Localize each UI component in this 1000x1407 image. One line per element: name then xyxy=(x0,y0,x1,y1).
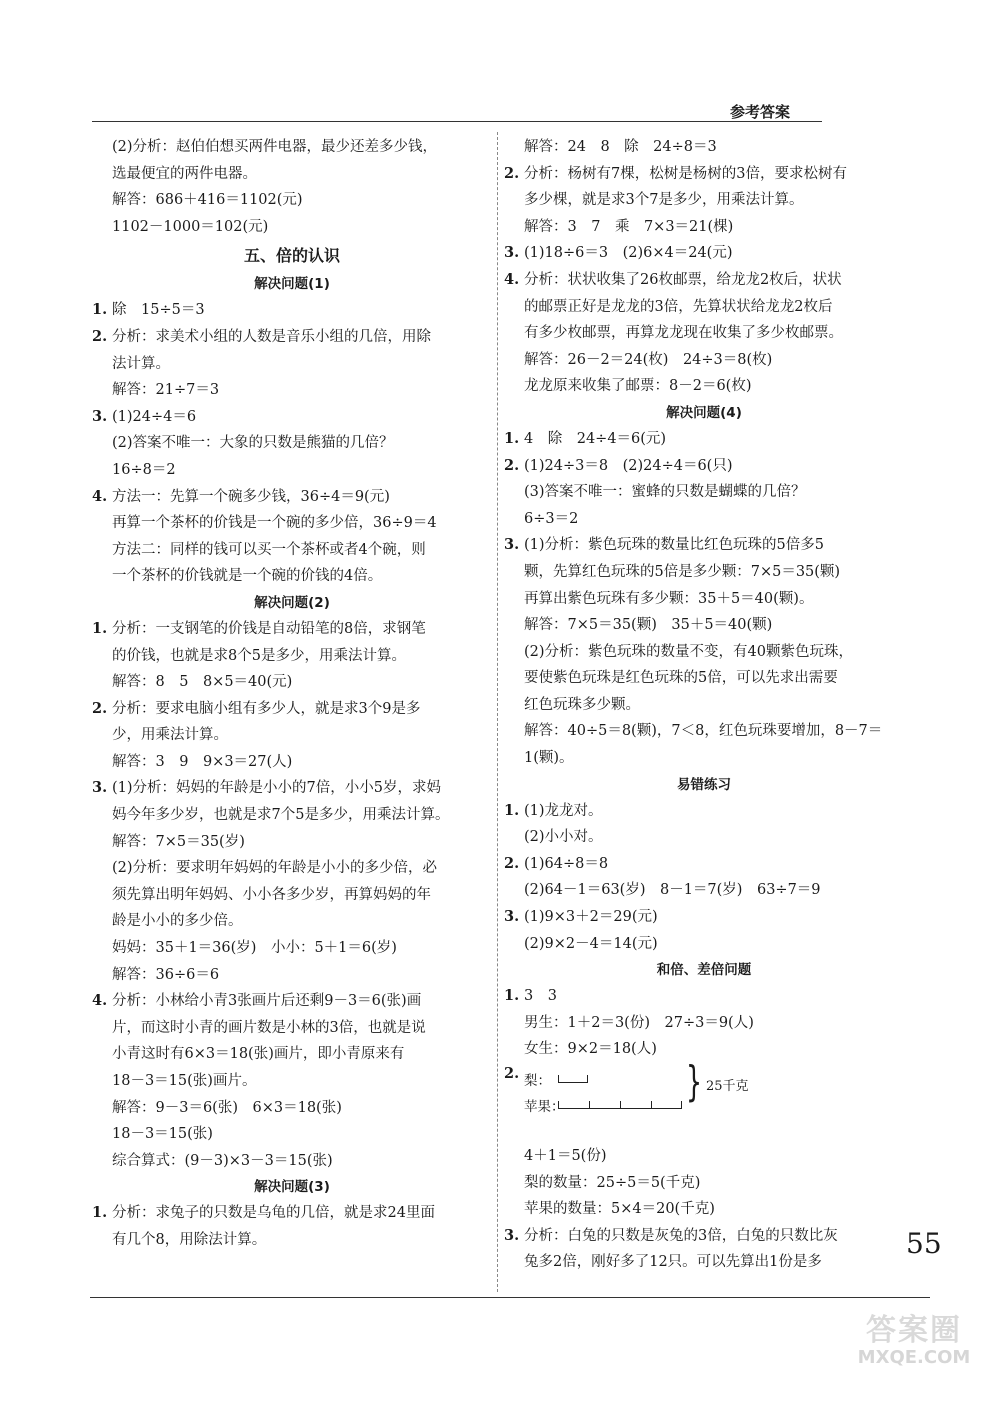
answer-line xyxy=(92,643,492,670)
answer-line xyxy=(504,320,904,347)
answer-text: 6÷3＝2 xyxy=(524,510,579,527)
answer-text: (2)分析：赵伯伯想买两件电器，最少还差多少钱， xyxy=(112,139,438,155)
answer-text: 解答：26－2＝24(枚) 24÷3＝8(枚) xyxy=(524,351,773,368)
answer-text: (2)分析：紫色玩珠的数量不变，有40颗紫色玩珠， xyxy=(524,643,853,660)
answer-text: 分析：白兔的只数是灰兔的3倍，白兔的只数比灰 xyxy=(524,1227,838,1244)
question-number: 3. xyxy=(504,244,520,262)
diagram-tick xyxy=(620,1101,621,1109)
answer-line xyxy=(92,214,492,241)
answer-text: 龄是小小的多少倍。 xyxy=(112,913,243,930)
subsection-title: 易错练习 xyxy=(677,776,731,793)
answer-line xyxy=(504,240,904,267)
answer-text: 解答：40÷5＝8(颗)，7＜8，红色玩珠要增加，8－7＝ xyxy=(524,723,883,740)
answer-line xyxy=(92,537,492,564)
question-number: 1. xyxy=(504,987,520,1005)
answer-text: 16÷8＝2 xyxy=(112,461,176,478)
question-number: 4. xyxy=(92,992,108,1010)
answer-text: 再算出紫色玩珠有多少颗：35＋5＝40(颗)。 xyxy=(524,590,814,607)
answer-line xyxy=(92,377,492,404)
answer-line xyxy=(504,1010,904,1037)
answer-line xyxy=(504,1036,904,1063)
answer-text: 4＋1＝5(份) xyxy=(524,1148,607,1164)
subsection-title: 解决问题(4) xyxy=(666,404,742,421)
segment-diagram xyxy=(504,1057,904,1143)
answer-text: 的邮票正好是龙龙的3倍，先算状状给龙龙2枚后 xyxy=(524,298,833,315)
answer-line xyxy=(92,510,492,537)
answer-line xyxy=(92,1148,492,1175)
answer-text: (1)24÷3＝8 (2)24÷4＝6(只) xyxy=(524,457,733,474)
watermark-url: MXQE.COM xyxy=(857,1347,971,1368)
answer-line xyxy=(92,882,492,909)
answer-line xyxy=(92,1041,492,1068)
answer-text: 女生：9×2＝18(人) xyxy=(524,1041,657,1058)
question-number: 1. xyxy=(92,619,108,637)
diagram-bar-pear xyxy=(558,1075,588,1083)
answer-line xyxy=(504,1196,904,1223)
answer-text: 解答：8 5 8×5＝40(元) xyxy=(112,674,293,691)
answer-text: 分析：要求电脑小组有多少人，就是求3个9是多 xyxy=(112,700,421,717)
answer-text: 分析：求兔子的只数是乌龟的几倍，就是求24里面 xyxy=(112,1205,435,1222)
answer-text: 选最便宜的两件电器。 xyxy=(112,165,257,182)
diagram-tick xyxy=(651,1101,652,1109)
answer-text: 小青这时有6×3＝18(张)画片，即小青原来有 xyxy=(112,1046,405,1063)
answer-text: 除 15÷5＝3 xyxy=(112,302,205,319)
answer-text: 多少棵，就是求3个7是多少，用乘法计算。 xyxy=(524,192,804,209)
answer-text: 颗，先算红色玩珠的5倍是多少颗：7×5＝35(颗) xyxy=(524,563,841,580)
question-number: 1. xyxy=(504,801,520,819)
answer-text: 妈今年多少岁，也就是求7个5是多少，用乘法计算。 xyxy=(112,807,450,824)
answer-text: 方法一：先算一个碗多少钱，36÷4＝9(元) xyxy=(112,488,390,505)
answer-line xyxy=(504,639,904,666)
answer-line xyxy=(92,187,492,214)
diagram-total-label: 25千克 xyxy=(706,1079,749,1094)
question-number: 1. xyxy=(92,301,108,319)
answer-text: 解答：686＋416＝1102(元) xyxy=(112,192,303,209)
answer-text: (3)答案不唯一：蜜蜂的只数是蝴蝶的几倍？ xyxy=(524,484,806,501)
answer-line xyxy=(504,1223,904,1250)
answer-line xyxy=(504,1170,904,1197)
answer-line xyxy=(504,347,904,374)
answer-text: 的价钱，也就是求8个5是多少，用乘法计算。 xyxy=(112,647,406,664)
answer-text: (1)分析：妈妈的年龄是小小的7倍，小小5岁，求妈 xyxy=(112,780,441,797)
answer-text: 18－3＝15(张)画片。 xyxy=(112,1073,257,1089)
answer-text: 分析：小林给小青3张画片后还剩9－3＝6(张)画 xyxy=(112,993,422,1010)
question-number: 2. xyxy=(92,699,108,717)
answer-line xyxy=(504,904,904,931)
answer-line xyxy=(92,1015,492,1042)
question-number: 1. xyxy=(92,1204,108,1222)
answer-text: 男生：1＋2＝3(份) 27÷3＝9(人) xyxy=(524,1014,754,1031)
answer-line xyxy=(504,426,904,453)
answer-line xyxy=(504,479,904,506)
answer-text: 解答：7×5＝35(颗) 35＋5＝40(颗) xyxy=(524,617,773,634)
answer-line xyxy=(92,1068,492,1095)
answer-text: 苹果的数量：5×4＝20(千克) xyxy=(524,1201,715,1218)
answer-text: 18－3＝15(张) xyxy=(112,1126,213,1143)
question-number: 4. xyxy=(504,270,520,288)
subsection-title: 解决问题(1) xyxy=(254,276,330,293)
subsection-title: 和倍、差倍问题 xyxy=(656,962,752,979)
answer-text: 解答：3 9 9×3＝27(人) xyxy=(112,753,293,770)
answer-line xyxy=(92,457,492,484)
answer-text: 解答：7×5＝35(岁) xyxy=(112,833,245,850)
answer-text: 一个茶杯的价钱就是一个碗的价钱的4倍。 xyxy=(112,568,383,585)
answer-line xyxy=(504,824,904,851)
answer-line xyxy=(92,616,492,643)
answer-text: 方法二：同样的钱可以买一个茶杯或者4个碗，则 xyxy=(112,541,426,558)
answer-text: (2)9×2－4＝14(元) xyxy=(524,935,658,952)
answer-line xyxy=(92,988,492,1015)
answer-text: 解答：36÷6＝6 xyxy=(112,966,220,983)
header-title: 参考答案 xyxy=(730,103,791,121)
question-number: 3. xyxy=(504,1226,520,1244)
answer-line xyxy=(504,745,904,772)
answer-text: (1)18÷6＝3 (2)6×4＝24(元) xyxy=(524,245,733,262)
question-number: 3. xyxy=(504,536,520,554)
watermark-logo: 答案圈 xyxy=(866,1313,962,1348)
answer-line xyxy=(92,802,492,829)
answer-line xyxy=(92,1227,492,1254)
answer-text: 红色玩珠多少颗。 xyxy=(524,696,640,713)
answer-text: (2)小小对。 xyxy=(524,829,603,846)
answer-line xyxy=(92,1095,492,1122)
subsection-title: 解决问题(2) xyxy=(254,594,330,611)
left-column xyxy=(92,134,492,1254)
answer-text: 4 除 24÷4＝6(元) xyxy=(524,430,667,447)
diagram-label-apple: 苹果： xyxy=(524,1099,565,1115)
answer-line xyxy=(92,351,492,378)
section-title: 五、倍的认识 xyxy=(243,246,340,266)
answer-line xyxy=(92,855,492,882)
answer-text: 3 3 xyxy=(524,988,557,1005)
answer-text: 少，用乘法计算。 xyxy=(112,727,228,744)
answer-text: (1)分析：紫色玩珠的数量比红色玩珠的5倍多5 xyxy=(524,537,824,554)
answer-line xyxy=(504,134,904,161)
answer-text: (2)64－1＝63(岁) 8－1＝7(岁) 63÷7＝9 xyxy=(524,882,821,899)
answer-text: 有多少枚邮票，再算龙龙现在收集了多少枚邮票。 xyxy=(524,325,843,342)
answer-line xyxy=(504,187,904,214)
answer-line xyxy=(504,665,904,692)
diagram-tick xyxy=(589,1101,590,1109)
answer-line xyxy=(92,962,492,989)
answer-line xyxy=(92,722,492,749)
answer-text: 有几个8，用除法计算。 xyxy=(112,1231,267,1248)
right-column xyxy=(504,134,904,1276)
answer-line xyxy=(504,718,904,745)
header-rule xyxy=(92,121,822,122)
answer-text: 解答：3 7 乘 7×3＝21(棵) xyxy=(524,218,734,235)
answer-line xyxy=(92,430,492,457)
answer-line xyxy=(92,297,492,324)
footer-rule xyxy=(90,1297,930,1298)
answer-text: 分析：状状收集了26枚邮票，给龙龙2枚后，状状 xyxy=(524,271,842,288)
answer-line xyxy=(92,1200,492,1227)
answer-line xyxy=(504,692,904,719)
question-number: 4. xyxy=(92,487,108,505)
watermark xyxy=(832,1305,996,1368)
answer-line xyxy=(92,696,492,723)
answer-line xyxy=(504,798,904,825)
answer-line xyxy=(504,1143,904,1170)
answer-line xyxy=(504,267,904,294)
diagram-label-pear: 梨： xyxy=(524,1073,551,1089)
question-number: 3. xyxy=(92,407,108,425)
answer-text: 1102－1000＝102(元) xyxy=(112,218,269,235)
answer-text: 要使紫色玩珠是红色玩珠的5倍，可以先求出需要 xyxy=(524,670,838,687)
answer-line xyxy=(504,877,904,904)
answer-text: 解答：9－3＝6(张) 6×3＝18(张) xyxy=(112,1099,342,1116)
answer-text: 须先算出明年妈妈、小小各多少岁，再算妈妈的年 xyxy=(112,886,431,903)
answer-text: 妈妈：35＋1＝36(岁) 小小：5＋1＝6(岁) xyxy=(112,940,397,957)
answer-text: (2)答案不唯一：大象的只数是熊猫的几倍？ xyxy=(112,435,394,452)
page-number: 55 xyxy=(906,1227,942,1260)
answer-line xyxy=(504,532,904,559)
answer-line xyxy=(92,749,492,776)
answer-line xyxy=(504,851,904,878)
answer-text: (2)分析：要求明年妈妈的年龄是小小的多少倍，必 xyxy=(112,860,438,877)
answer-text: (1)64÷8＝8 xyxy=(524,855,609,872)
question-number: 3. xyxy=(504,908,520,926)
answer-line xyxy=(504,983,904,1010)
question-number: 2. xyxy=(504,1065,520,1082)
answer-line xyxy=(504,612,904,639)
answer-line xyxy=(504,214,904,241)
answer-text: 分析：杨树有7棵，松树是杨树的3倍，要求松树有 xyxy=(524,165,847,182)
answer-line xyxy=(504,453,904,480)
answer-text: (1)9×3＋2＝29(元) xyxy=(524,909,658,926)
answer-line xyxy=(92,908,492,935)
question-number: 2. xyxy=(504,854,520,872)
answer-line xyxy=(504,294,904,321)
answer-line xyxy=(92,404,492,431)
answer-line xyxy=(92,775,492,802)
answer-text: 再算一个茶杯的价钱是一个碗的多少倍，36÷9＝4 xyxy=(112,515,437,532)
question-number: 3. xyxy=(92,779,108,797)
answer-text: 梨的数量：25÷5＝5(千克) xyxy=(524,1174,701,1191)
answer-text: 法计算。 xyxy=(112,355,170,372)
subsection-title: 解决问题(3) xyxy=(254,1179,330,1196)
answer-line xyxy=(92,669,492,696)
answer-text: 分析：一支钢笔的价钱是自动铅笔的8倍，求钢笔 xyxy=(112,620,426,637)
answer-text: 解答：21÷7＝3 xyxy=(112,382,220,399)
answer-line xyxy=(504,1249,904,1276)
question-number: 2. xyxy=(504,456,520,474)
answer-line xyxy=(504,506,904,533)
answer-line xyxy=(504,161,904,188)
answer-line xyxy=(504,586,904,613)
answer-text: 龙龙原来收集了邮票：8－2＝6(枚) xyxy=(524,378,752,395)
answer-line xyxy=(504,373,904,400)
answer-text: 1(颗)。 xyxy=(524,750,574,767)
answer-line xyxy=(92,829,492,856)
answer-line xyxy=(92,134,492,161)
answer-text: 片，而这时小青的画片数是小林的3倍，也就是说 xyxy=(112,1019,426,1036)
answer-line xyxy=(504,931,904,958)
answer-line xyxy=(92,324,492,351)
answer-text: 兔多2倍，刚好多了12只。可以先算出1份是多 xyxy=(524,1254,822,1271)
answer-line xyxy=(92,484,492,511)
question-number: 1. xyxy=(504,429,520,447)
answer-text: 综合算式：(9－3)×3－3＝15(张) xyxy=(112,1152,333,1169)
answer-text: 分析：求美术小组的人数是音乐小组的几倍，用除 xyxy=(112,328,431,345)
answer-line xyxy=(92,1121,492,1148)
column-divider xyxy=(497,132,498,1292)
answer-line xyxy=(504,559,904,586)
question-number: 2. xyxy=(92,327,108,345)
answer-line xyxy=(92,161,492,188)
question-number: 2. xyxy=(504,164,520,182)
answer-text: (1)龙龙对。 xyxy=(524,802,603,819)
answer-text: 解答：24 8 除 24÷8＝3 xyxy=(524,139,717,155)
answer-line xyxy=(92,935,492,962)
diagram-brace: } xyxy=(686,1057,703,1106)
answer-text: (1)24÷4＝6 xyxy=(112,408,197,425)
answer-line xyxy=(92,563,492,590)
